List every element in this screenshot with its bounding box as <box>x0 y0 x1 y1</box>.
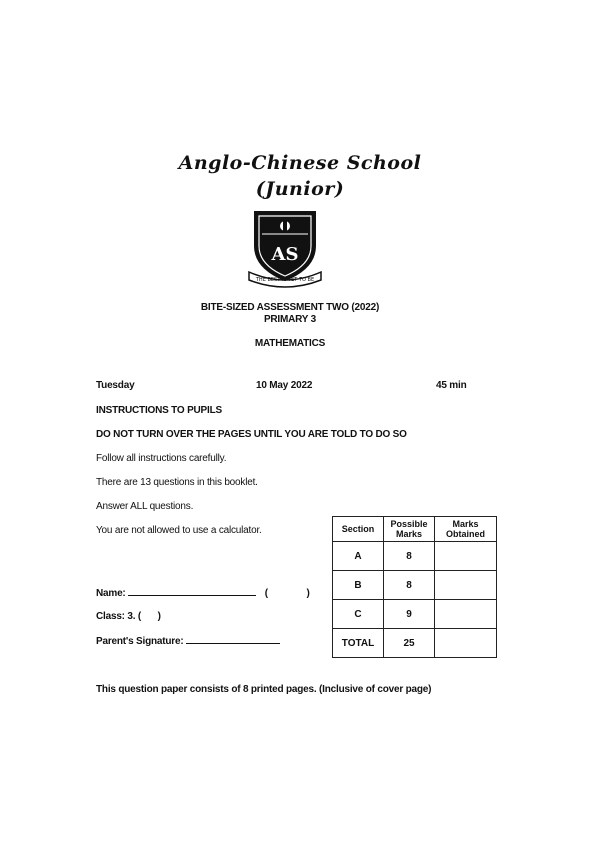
table-row <box>333 542 497 571</box>
marks-obtained-cell[interactable] <box>435 571 497 600</box>
possible-marks-cell: 9 <box>384 600 435 629</box>
class-close-bracket: ) <box>157 611 161 622</box>
name-field[interactable] <box>96 586 310 599</box>
table-row <box>333 571 497 600</box>
class-field[interactable] <box>96 611 161 622</box>
signature-blank <box>186 634 280 644</box>
table-row <box>333 600 497 629</box>
assessment-title: BITE-SIZED ASSESSMENT TWO (2022) <box>200 302 380 313</box>
header-section: Section <box>333 517 384 542</box>
exam-day: Tuesday <box>96 380 135 391</box>
register-number-close: ) <box>306 588 310 599</box>
school-name-line1: Anglo-Chinese School <box>178 152 422 174</box>
assessment-level: PRIMARY 3 <box>263 314 317 325</box>
school-name-line2: (Junior) <box>255 178 345 200</box>
section-cell: B <box>333 571 384 600</box>
instructions-heading: INSTRUCTIONS TO PUPILS <box>96 405 222 416</box>
table-row <box>333 629 497 658</box>
name-blank <box>128 586 256 596</box>
page-count-note: This question paper consists of 8 printed pages. (Inclusive of cover page) <box>96 684 432 695</box>
instruction-item: You are not allowed to use a calculator. <box>96 525 262 536</box>
instruction-item: Answer ALL questions. <box>96 501 194 512</box>
instructions-warning: DO NOT TURN OVER THE PAGES UNTIL YOU ARE TOLD TO DO SO <box>96 429 407 440</box>
svg-text:THE BEST IS YET TO BE: THE BEST IS YET TO BE <box>255 277 315 283</box>
svg-text:AS: AS <box>271 244 299 265</box>
header-possible-marks: Possible Marks <box>384 517 435 542</box>
marks-obtained-cell[interactable] <box>435 600 497 629</box>
exam-duration: 45 min <box>436 380 467 391</box>
class-label: Class: 3. ( <box>96 611 142 622</box>
assessment-subject: MATHEMATICS <box>254 338 326 349</box>
section-cell: TOTAL <box>333 629 384 658</box>
marks-obtained-cell[interactable] <box>435 629 497 658</box>
name-label: Name: <box>96 588 126 599</box>
signature-field[interactable] <box>96 634 280 647</box>
school-crest-logo <box>245 208 325 288</box>
header-marks-obtained: Marks Obtained <box>435 517 497 542</box>
instruction-item: Follow all instructions carefully. <box>96 453 227 464</box>
instruction-item: There are 13 questions in this booklet. <box>96 477 258 488</box>
signature-label: Parent's Signature: <box>96 636 184 647</box>
section-cell: A <box>333 542 384 571</box>
section-cell: C <box>333 600 384 629</box>
possible-marks-cell: 25 <box>384 629 435 658</box>
exam-date: 10 May 2022 <box>256 380 313 391</box>
possible-marks-cell: 8 <box>384 542 435 571</box>
possible-marks-cell: 8 <box>384 571 435 600</box>
marks-table <box>332 516 497 658</box>
marks-obtained-cell[interactable] <box>435 542 497 571</box>
marks-table-header <box>333 517 497 542</box>
register-number-open: ( <box>264 588 268 599</box>
